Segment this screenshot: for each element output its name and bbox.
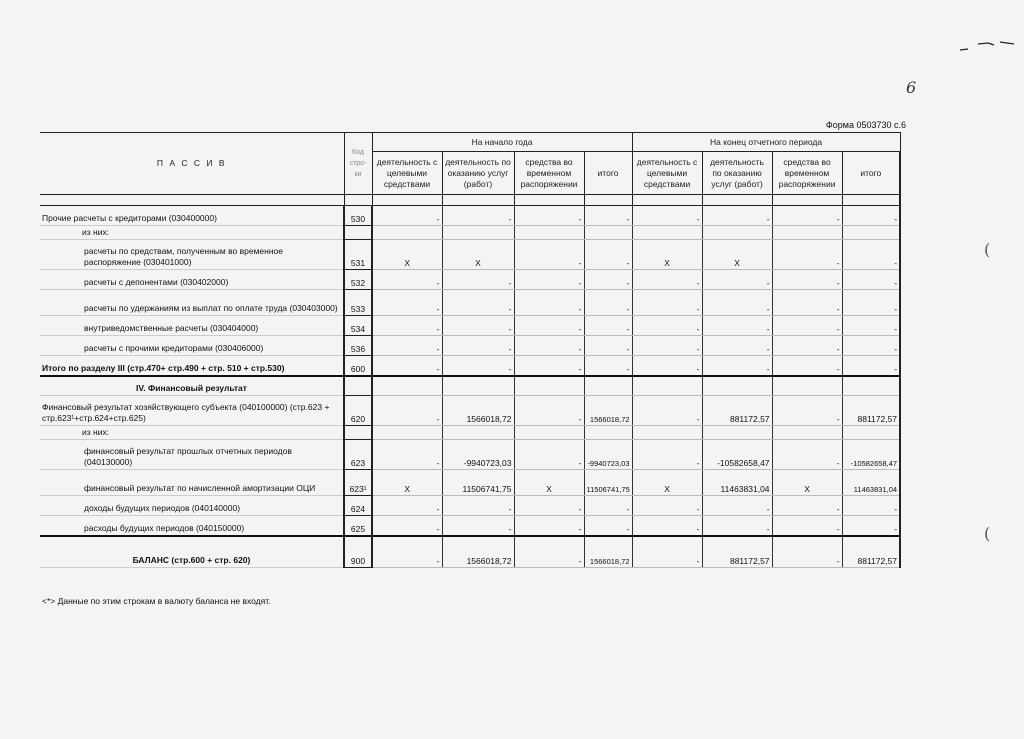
row-value bbox=[442, 426, 514, 440]
pen-scribble bbox=[958, 38, 1016, 54]
row-value: - bbox=[514, 536, 584, 568]
form-code: Форма 0503730 с.6 bbox=[825, 120, 906, 130]
row-value: - bbox=[702, 516, 772, 536]
row-value: - bbox=[632, 206, 702, 226]
row-value: X bbox=[442, 240, 514, 270]
row-value: X bbox=[514, 470, 584, 496]
row-code: 532 bbox=[344, 270, 372, 290]
row-value: 1566018,72 bbox=[442, 536, 514, 568]
row-value: 881172,57 bbox=[842, 396, 900, 426]
row-value: -9940723,03 bbox=[442, 440, 514, 470]
row-label: расчеты по средствам, полученным во временное распоряжение (030401000) bbox=[40, 240, 344, 270]
row-value bbox=[584, 426, 632, 440]
row-label: расчеты с прочими кредиторами (030406000) bbox=[40, 336, 344, 356]
row-value: - bbox=[772, 240, 842, 270]
row-value: - bbox=[842, 496, 900, 516]
row-value: - bbox=[514, 240, 584, 270]
row-value: - bbox=[702, 356, 772, 376]
table-row bbox=[40, 536, 900, 568]
row-value: - bbox=[584, 496, 632, 516]
header-group-end: На конец отчетного периода bbox=[632, 133, 900, 152]
margin-mark: ( bbox=[984, 524, 991, 543]
row-value bbox=[702, 226, 772, 240]
row-code: 623 bbox=[344, 440, 372, 470]
row-value bbox=[842, 426, 900, 440]
row-value bbox=[632, 426, 702, 440]
table-row bbox=[40, 336, 900, 356]
row-value bbox=[842, 376, 900, 396]
row-value: - bbox=[584, 356, 632, 376]
row-value bbox=[584, 226, 632, 240]
row-value: 11463831,04 bbox=[702, 470, 772, 496]
row-value: - bbox=[632, 536, 702, 568]
header-passiv: П А С С И В bbox=[40, 133, 344, 195]
header-col: деятельность с целевыми средствами bbox=[632, 152, 702, 195]
row-value: - bbox=[842, 336, 900, 356]
row-code bbox=[344, 376, 372, 396]
row-code: 625 bbox=[344, 516, 372, 536]
row-value: - bbox=[702, 496, 772, 516]
table-row bbox=[40, 206, 900, 226]
row-value bbox=[514, 376, 584, 396]
row-value: - bbox=[842, 240, 900, 270]
row-value: - bbox=[772, 496, 842, 516]
row-value bbox=[584, 376, 632, 396]
row-code: 623¹ bbox=[344, 470, 372, 496]
row-value bbox=[702, 426, 772, 440]
page-number: 6 bbox=[906, 78, 917, 97]
row-value: - bbox=[442, 496, 514, 516]
row-value: - bbox=[442, 336, 514, 356]
row-value: - bbox=[514, 516, 584, 536]
row-value: X bbox=[632, 470, 702, 496]
row-value bbox=[372, 226, 442, 240]
row-value bbox=[842, 226, 900, 240]
row-value: 881172,57 bbox=[702, 396, 772, 426]
row-value: 1566018,72 bbox=[584, 396, 632, 426]
row-value: - bbox=[772, 316, 842, 336]
row-value: - bbox=[772, 356, 842, 376]
row-label: из них: bbox=[40, 226, 344, 240]
row-value: - bbox=[842, 356, 900, 376]
row-value: -9940723,03 bbox=[584, 440, 632, 470]
row-value: 1566018,72 bbox=[442, 396, 514, 426]
row-value: - bbox=[514, 270, 584, 290]
row-value bbox=[442, 226, 514, 240]
header-group-start: На начало года bbox=[372, 133, 632, 152]
row-value: - bbox=[632, 336, 702, 356]
row-value: - bbox=[772, 516, 842, 536]
row-value bbox=[632, 226, 702, 240]
row-value: - bbox=[584, 290, 632, 316]
header-col: итого bbox=[584, 152, 632, 195]
table-row bbox=[40, 270, 900, 290]
row-value: - bbox=[772, 206, 842, 226]
row-value: X bbox=[632, 240, 702, 270]
row-value: - bbox=[514, 396, 584, 426]
row-value: - bbox=[372, 290, 442, 316]
row-value: - bbox=[584, 336, 632, 356]
header-col: деятельность с целевыми средствами bbox=[372, 152, 442, 195]
row-value: 11506741,75 bbox=[584, 470, 632, 496]
row-value: - bbox=[442, 356, 514, 376]
row-label: Итого по разделу III (стр.470+ стр.490 + стр. 510 + стр.530) bbox=[40, 356, 344, 376]
table-row bbox=[40, 470, 900, 496]
header-col: средства во временном распоряжении bbox=[772, 152, 842, 195]
row-code: 900 bbox=[344, 536, 372, 568]
row-value: - bbox=[702, 206, 772, 226]
row-value bbox=[514, 226, 584, 240]
row-value bbox=[702, 376, 772, 396]
row-code: 620 bbox=[344, 396, 372, 426]
row-value bbox=[632, 376, 702, 396]
row-label: IV. Финансовый результат bbox=[40, 376, 344, 396]
table-row bbox=[40, 226, 900, 240]
row-value: - bbox=[514, 356, 584, 376]
row-value: 11506741,75 bbox=[442, 470, 514, 496]
row-code: 530 bbox=[344, 206, 372, 226]
row-label: внутриведомственные расчеты (030404000) bbox=[40, 316, 344, 336]
table-row bbox=[40, 396, 900, 426]
header-col: итого bbox=[842, 152, 900, 195]
row-value: - bbox=[702, 336, 772, 356]
row-value: X bbox=[372, 240, 442, 270]
row-value: - bbox=[372, 396, 442, 426]
balance-table bbox=[40, 132, 901, 568]
row-value: - bbox=[442, 270, 514, 290]
row-code: 536 bbox=[344, 336, 372, 356]
row-value: - bbox=[372, 206, 442, 226]
row-value: - bbox=[372, 356, 442, 376]
row-value: - bbox=[632, 396, 702, 426]
header-col: деятельность по оказанию услуг (работ) bbox=[702, 152, 772, 195]
row-value: - bbox=[584, 240, 632, 270]
row-value: - bbox=[442, 290, 514, 316]
row-value: - bbox=[632, 316, 702, 336]
row-value: - bbox=[584, 270, 632, 290]
row-value: - bbox=[632, 356, 702, 376]
row-code: 531 bbox=[344, 240, 372, 270]
row-value: X bbox=[372, 470, 442, 496]
row-label: финансовый результат прошлых отчетных периодов (040130000) bbox=[40, 440, 344, 470]
header-col: деятельность по оказанию услуг (работ) bbox=[442, 152, 514, 195]
row-value bbox=[372, 376, 442, 396]
row-value: - bbox=[772, 336, 842, 356]
row-value: - bbox=[772, 290, 842, 316]
row-label: финансовый результат по начисленной амортизации ОЦИ bbox=[40, 470, 344, 496]
row-label: расчеты по удержаниям из выплат по оплате труда (030403000) bbox=[40, 290, 344, 316]
table-row bbox=[40, 440, 900, 470]
row-value: - bbox=[842, 516, 900, 536]
row-value: - bbox=[842, 270, 900, 290]
row-code bbox=[344, 226, 372, 240]
row-code: 534 bbox=[344, 316, 372, 336]
row-value: - bbox=[514, 316, 584, 336]
footnote: <*> Данные по этим строкам в валюту баланса не входят. bbox=[42, 596, 271, 606]
row-value: - bbox=[514, 206, 584, 226]
row-value: - bbox=[632, 516, 702, 536]
row-value: - bbox=[632, 290, 702, 316]
margin-mark: ( bbox=[984, 240, 991, 259]
table-row bbox=[40, 496, 900, 516]
table-row bbox=[40, 356, 900, 376]
table-row bbox=[40, 426, 900, 440]
row-value bbox=[442, 376, 514, 396]
row-code: 600 bbox=[344, 356, 372, 376]
row-value: - bbox=[372, 536, 442, 568]
header-col: средства во временном распоряжении bbox=[514, 152, 584, 195]
row-code: 624 bbox=[344, 496, 372, 516]
row-value: - bbox=[772, 396, 842, 426]
row-value: - bbox=[702, 290, 772, 316]
row-value: - bbox=[372, 270, 442, 290]
row-value: - bbox=[702, 316, 772, 336]
row-value bbox=[372, 426, 442, 440]
row-value: 881172,57 bbox=[842, 536, 900, 568]
table-row bbox=[40, 316, 900, 336]
table-row bbox=[40, 240, 900, 270]
row-value: - bbox=[772, 440, 842, 470]
row-value: - bbox=[584, 206, 632, 226]
table-row bbox=[40, 516, 900, 536]
row-value: 11463831,04 bbox=[842, 470, 900, 496]
row-value: X bbox=[702, 240, 772, 270]
row-value: - bbox=[372, 440, 442, 470]
row-value: - bbox=[842, 316, 900, 336]
row-value: - bbox=[442, 516, 514, 536]
row-value: -10582658,47 bbox=[702, 440, 772, 470]
row-value: - bbox=[514, 440, 584, 470]
row-label: из них: bbox=[40, 426, 344, 440]
row-value bbox=[514, 426, 584, 440]
row-value: - bbox=[442, 206, 514, 226]
row-value: - bbox=[632, 270, 702, 290]
row-value: - bbox=[514, 290, 584, 316]
row-value: - bbox=[514, 336, 584, 356]
table-row bbox=[40, 290, 900, 316]
row-value: - bbox=[632, 440, 702, 470]
row-value: - bbox=[372, 516, 442, 536]
row-value: - bbox=[772, 536, 842, 568]
row-value: - bbox=[514, 496, 584, 516]
row-value: - bbox=[842, 290, 900, 316]
row-value: - bbox=[632, 496, 702, 516]
row-value bbox=[772, 376, 842, 396]
table-row bbox=[40, 376, 900, 396]
row-label: Финансовый результат хозяйствующего субъекта (040100000) (стр.623 + стр.623¹+стр.624+стр.625) bbox=[40, 396, 344, 426]
row-label: Прочие расчеты с кредиторами (030400000) bbox=[40, 206, 344, 226]
row-value: - bbox=[842, 206, 900, 226]
row-value: - bbox=[772, 270, 842, 290]
row-value: 1566018,72 bbox=[584, 536, 632, 568]
row-label: расходы будущих периодов (040150000) bbox=[40, 516, 344, 536]
row-label: доходы будущих периодов (040140000) bbox=[40, 496, 344, 516]
row-value: - bbox=[442, 316, 514, 336]
row-value: -10582658,47 bbox=[842, 440, 900, 470]
row-value: 881172,57 bbox=[702, 536, 772, 568]
row-value: - bbox=[372, 496, 442, 516]
row-label: БАЛАНС (стр.600 + стр. 620) bbox=[40, 536, 344, 568]
row-value: X bbox=[772, 470, 842, 496]
row-value bbox=[772, 426, 842, 440]
row-code bbox=[344, 426, 372, 440]
row-code: 533 bbox=[344, 290, 372, 316]
row-value: - bbox=[584, 316, 632, 336]
header-code: Код стро-ки bbox=[344, 133, 372, 195]
row-value bbox=[772, 226, 842, 240]
row-label: расчеты с депонентами (030402000) bbox=[40, 270, 344, 290]
row-value: - bbox=[372, 336, 442, 356]
row-value: - bbox=[372, 316, 442, 336]
row-value: - bbox=[702, 270, 772, 290]
row-value: - bbox=[584, 516, 632, 536]
